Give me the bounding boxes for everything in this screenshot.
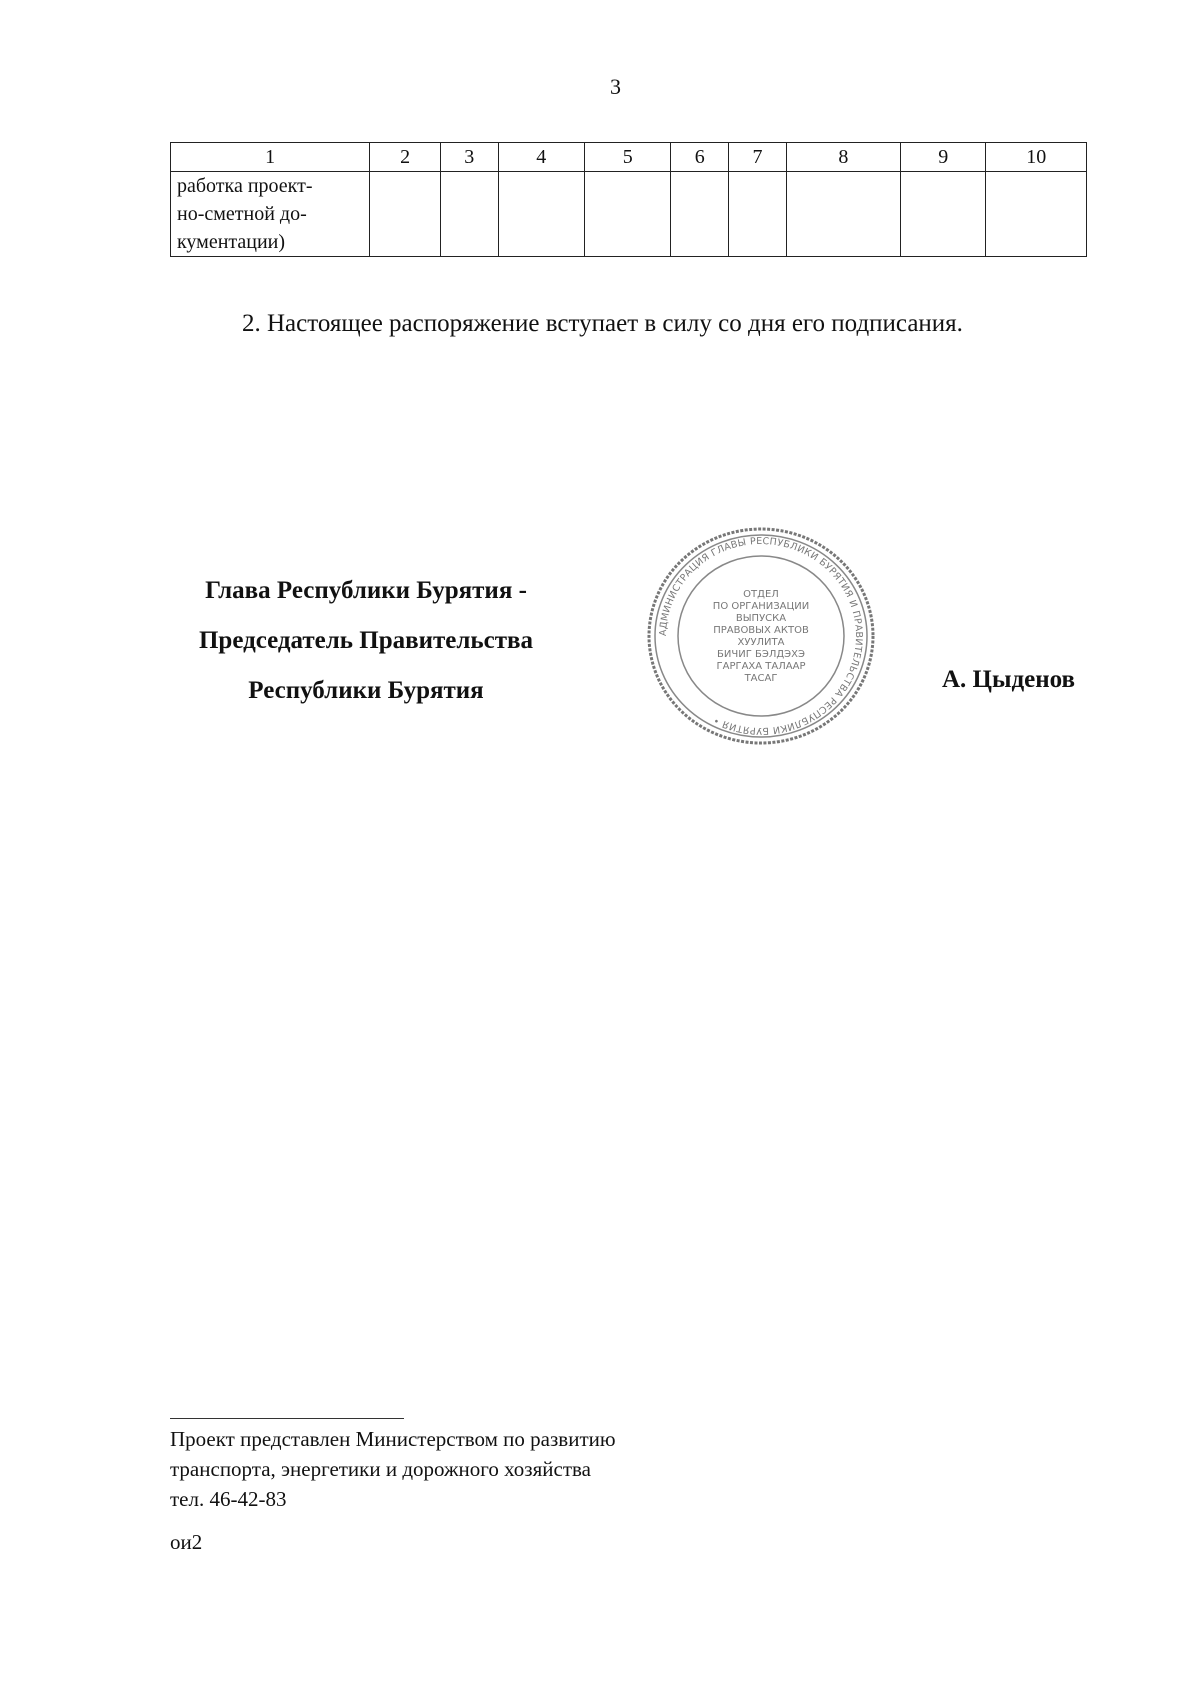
official-seal-stamp (646, 526, 876, 746)
signatory-title-line: Республики Бурятия (248, 677, 484, 704)
table-cell (901, 172, 986, 257)
seal-inner-line: ПРАВОВЫХ АКТОВ (713, 625, 809, 636)
footnote-line: тел. 46-42-83 (170, 1487, 287, 1511)
table-cell (498, 172, 584, 257)
table-header-cell: 10 (986, 143, 1087, 172)
table-header-cell: 8 (786, 143, 900, 172)
continuation-table (170, 142, 1087, 257)
table-header-row (171, 143, 1087, 172)
table-header-cell: 1 (171, 143, 370, 172)
table-cell (786, 172, 900, 257)
seal-inner-line: ХУУЛИТА (737, 637, 785, 648)
page-number: 3 (610, 74, 621, 99)
table-cell (440, 172, 498, 257)
table-cell (370, 172, 441, 257)
signatory-name: А. Цыденов (942, 666, 1076, 693)
signatory-title-line: Глава Республики Бурятия - (205, 577, 527, 604)
paragraph-effective-date: 2. Настоящее распоряжение вступает в силу со дня его подписания. (242, 310, 963, 337)
table-cell (585, 172, 671, 257)
seal-inner-line: ВЫПУСКА (735, 613, 787, 624)
svg-text:АДМИНИСТРАЦИЯ ГЛАВЫ РЕСПУБЛИКИ: АДМИНИСТРАЦИЯ ГЛАВЫ РЕСПУБЛИКИ БУРЯТИЯ И ПРАВИТЕЛЬСТВА РЕСПУБЛИКИ БУРЯТИЯ • (657, 535, 865, 737)
table-header-cell: 4 (498, 143, 584, 172)
table-header-cell: 7 (729, 143, 787, 172)
cell-line: кументации) (177, 231, 286, 253)
seal-inner-line: ГАРГАХА ТАЛААР (716, 661, 806, 672)
signatory-title-line: Председатель Правительства (198, 627, 534, 654)
footnote-line: транспорта, энергетики и дорожного хозяйства (170, 1457, 591, 1481)
footnote-divider (170, 1418, 404, 1419)
footnote-block (170, 1424, 616, 1514)
table-header-cell: 9 (901, 143, 986, 172)
signatory-title (166, 566, 566, 716)
document-code: ои2 (170, 1530, 203, 1554)
seal-inner-line: ПО ОРГАНИЗАЦИИ (712, 601, 810, 612)
table-cell (986, 172, 1087, 257)
table-cell-description (171, 172, 370, 257)
cell-line: работка проект- (177, 175, 313, 197)
table-header-cell: 3 (440, 143, 498, 172)
table-cell (729, 172, 787, 257)
table-header-cell: 5 (585, 143, 671, 172)
cell-line: но-сметной до- (177, 203, 307, 225)
table-row (171, 172, 1087, 257)
seal-inner-line: БИЧИГ БЭЛДЭХЭ (717, 649, 805, 660)
table-cell (671, 172, 729, 257)
seal-inner-line: ОТДЕЛ (743, 589, 779, 600)
table-header-cell: 2 (370, 143, 441, 172)
table-header-cell: 6 (671, 143, 729, 172)
seal-inner-line: ТАСАГ (744, 673, 778, 684)
footnote-line: Проект представлен Министерством по развитию (170, 1427, 616, 1451)
